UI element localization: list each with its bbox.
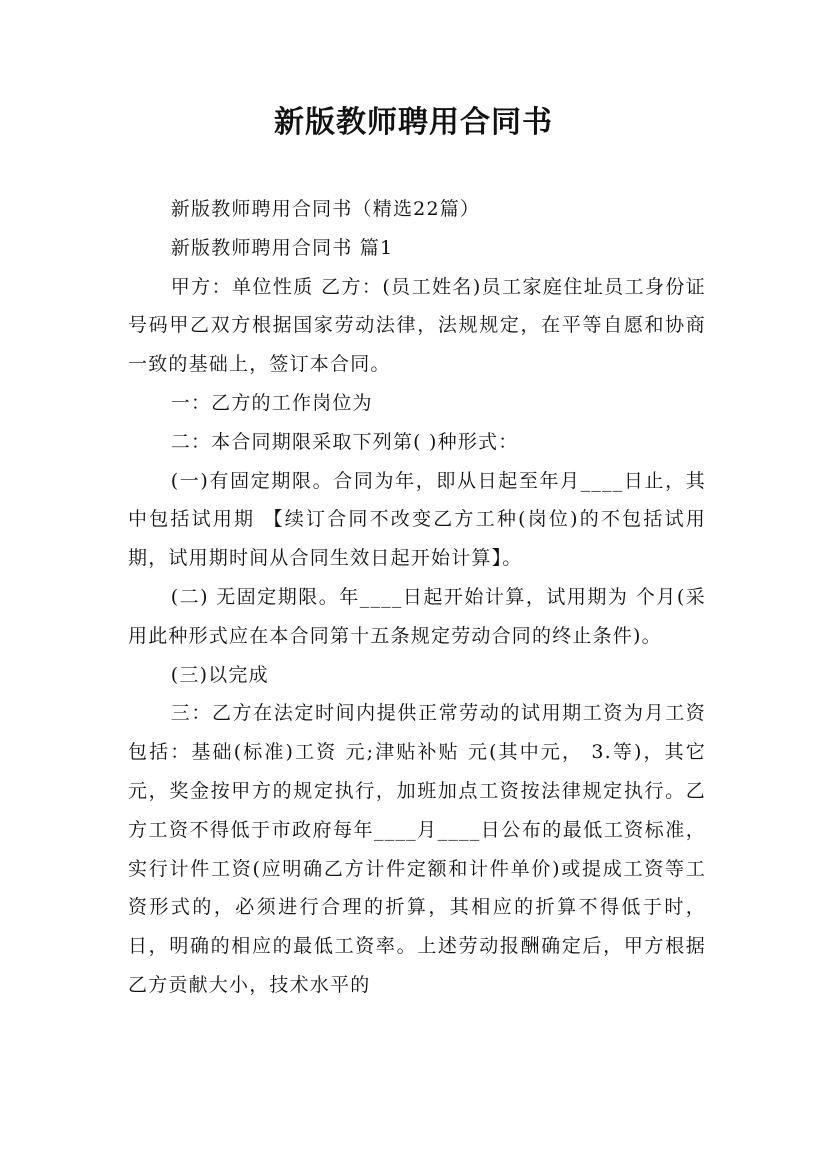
paragraph-fixed-term: (一)有固定期限。合同为年，即从日起至年月____日止，其中包括试用期 【续订合同不改变乙方工种(岗位)的不包括试用期，试用期时间从合同生效日起开始计算】。: [128, 469, 706, 570]
document-body: [128, 190, 706, 1005]
paragraph-task-term: (三)以完成: [170, 663, 269, 686]
paragraph-open-term: (二) 无固定期限。年____日起开始计算，试用期为 个月(采用此种形式应在本合同第十五条规定劳动合同的终止条件)。: [128, 585, 706, 647]
document-title: 新版教师聘用合同书: [274, 105, 553, 140]
paragraph-clause-1: 一：乙方的工作岗位为: [170, 391, 373, 414]
paragraph-parties: 甲方：单位性质 乙方：(员工姓名)员工家庭住址员工身份证号码甲乙双方根据国家劳动法律，法规规定，在平等自愿和协商一致的基础上，签订本合同。: [128, 275, 706, 376]
paragraph-part-heading: 新版教师聘用合同书 篇1: [170, 236, 394, 259]
paragraph-collection-heading: 新版教师聘用合同书（精选22篇）: [170, 198, 481, 220]
paragraph-clause-3-wages: 三：乙方在法定时间内提供正常劳动的试用期工资为月工资包括：基础(标准)工资 元;津贴补贴 元(其中元， 3.等)，其它 元，奖金按甲方的规定执行，加班加点工资按法律规定执行。乙方工资不得低于市政府每年____月____日公布的最低工资标准，实行计件工资(应明确乙方计件定额和计件单价)或提成工资等工资形式的，必须进行合理的折算，其相应的折算不得低于时，日，明确的相应的最低工资率。上述劳动报酬确定后，甲方根据乙方贡献大小，技术水平的: [128, 702, 706, 996]
paragraph-clause-2: 二：本合同期限采取下列第( )种形式：: [170, 430, 519, 453]
